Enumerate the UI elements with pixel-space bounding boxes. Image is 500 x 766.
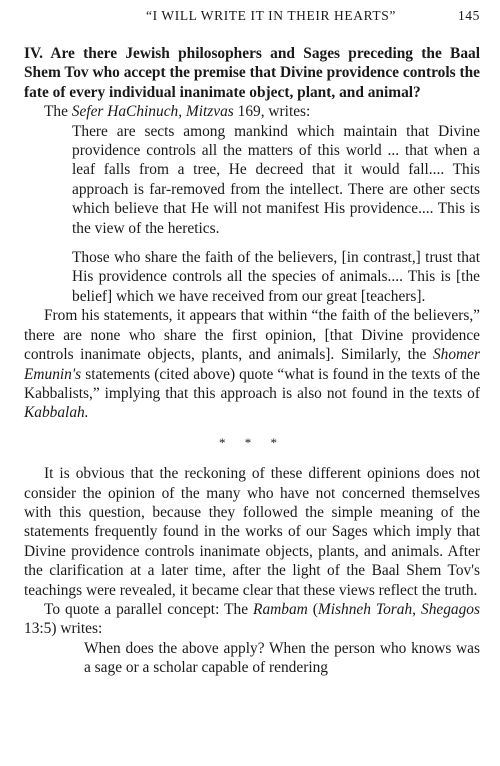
page-header: [24, 8, 480, 24]
analysis-part2: statements (cited above) quote “what is found in the texts of the Kabbalists,” implying that this approach is also not found in the texts of: [24, 365, 480, 402]
running-title: “I WILL WRITE IT IN THEIR HEARTS”: [145, 8, 396, 23]
intro-paragraph: [24, 102, 480, 121]
page-number: 145: [457, 8, 480, 23]
analysis-part1: From his statements, it appears that within “the faith of the believers,” there are none who share the first opinion, [that Divine providence controls inanimate objects, plants, and animals]. Similarly, the: [24, 307, 480, 364]
analysis-paragraph: [24, 306, 480, 422]
conclusion-paragraph: It is obvious that the reckoning of these different opinions does not consider the opinion of the many who have not concerned themselves with this question, because they followed the simple meaning of the statements frequently found in the works of our Sages which imply that Divine providence controls inanimate objects, plants, and animals. After the clarification at a later time, after the light of the Baal Shem Tov's teachings were revealed, it became clear that these views reflect the truth.: [24, 465, 480, 599]
section-question: IV. Are there Jewish philosophers and Sages preceding the Baal Shem Tov who accept the premise that Divine providence controls the fate of every individual inanimate object, plant, and animal?: [24, 45, 480, 101]
block-quote-1: There are sects among mankind which maintain that Divine providence controls all the matters of this world ... that when a leaf falls from a tree, He decreed that it would fall.... This approach is far-removed from the intellect. There are other sects which believe that He will not manifest His providence.... This is the view of the heretics.: [72, 122, 480, 237]
block-quote-3: When does the above apply? When the person who knows was a sage or a scholar capable of rendering: [84, 639, 480, 677]
parallel-paragraph: [24, 600, 480, 639]
intro-lead: The: [44, 103, 72, 121]
page-body: [24, 44, 480, 678]
parallel-lead: To quote a parallel concept: The: [44, 600, 254, 618]
paren-open: (: [307, 600, 318, 618]
source-ref: 169, writes:: [233, 103, 311, 121]
citation-ref: 13:5) writes:: [24, 620, 103, 638]
section-separator: * * *: [219, 434, 285, 450]
shomer-emunin-ref: Shomer Emunin's: [24, 346, 480, 383]
mishneh-torah-ref: Mishneh Torah, Shegagos: [317, 600, 480, 618]
source-title: Sefer HaChinuch, Mitzvas: [71, 103, 234, 121]
kabbalah-ref: Kabbalah.: [24, 404, 89, 422]
rambam-ref: Rambam: [253, 600, 308, 618]
block-quote-2: Those who share the faith of the believers, [in contrast,] trust that His providence controls all the species of animals.... This is [the belief] which we have received from our great [teachers].: [72, 249, 480, 305]
